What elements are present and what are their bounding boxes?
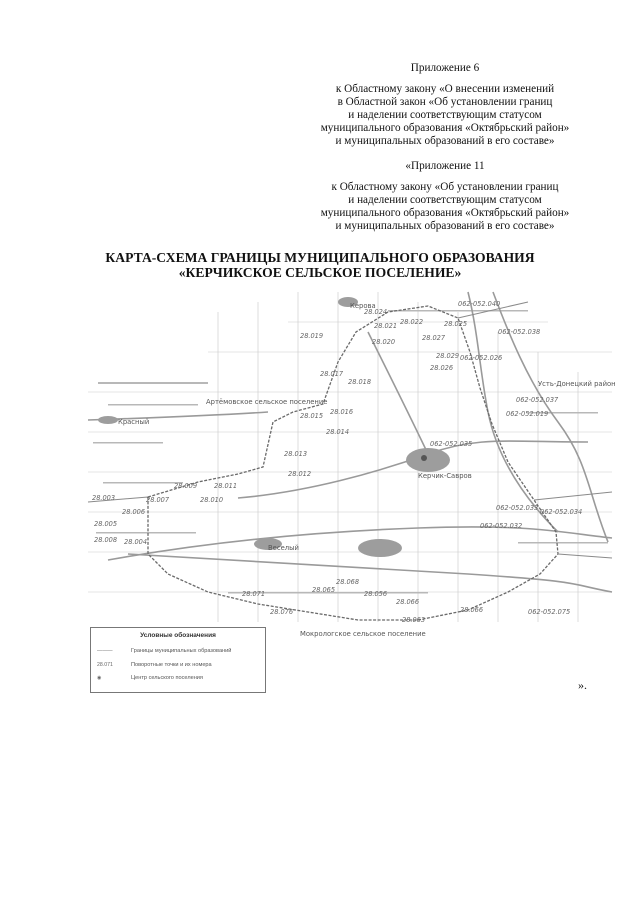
point-label: 28.071 bbox=[242, 590, 266, 598]
point-label: 28.011 bbox=[214, 482, 238, 490]
point-label: 28.026 bbox=[430, 364, 454, 372]
point-label: 28.018 bbox=[348, 378, 372, 386]
appendix-6-line-3: и наделении соответствующим статусом bbox=[348, 109, 542, 121]
map-title-line-1: КАРТА-СХЕМА ГРАНИЦЫ МУНИЦИПАЛЬНОГО ОБРАЗОВАНИЯ bbox=[105, 250, 535, 265]
point-label: 28.029 bbox=[436, 352, 460, 360]
boundary-line-icon: ——— bbox=[97, 648, 113, 654]
appendix-11-line-1: к Областному закону «Об установлении границ bbox=[331, 181, 559, 193]
point-label: 28.066 bbox=[460, 606, 484, 614]
point-label: 28.021 bbox=[374, 322, 398, 330]
point-label: 28.007 bbox=[146, 496, 170, 504]
point-label: 062-052.040 bbox=[458, 300, 501, 308]
point-number-icon: 28.071 bbox=[97, 662, 113, 668]
appendix-6-title: Приложение 6 bbox=[410, 62, 480, 74]
point-label: 28.024 bbox=[364, 308, 388, 316]
point-label: 062-052.034 bbox=[540, 508, 583, 516]
point-label: 062-052.038 bbox=[498, 328, 541, 336]
appendix-11-line-3: муниципального образования «Октябрьский район» bbox=[320, 207, 570, 219]
place-vesely: Веселый bbox=[268, 544, 299, 552]
point-label: 28.013 bbox=[284, 450, 308, 458]
point-label: 28.076 bbox=[270, 608, 294, 616]
point-label: 28.068 bbox=[336, 578, 360, 586]
point-label: 28.014 bbox=[326, 428, 350, 436]
place-kerchik-savrov: Керчик-Савров bbox=[418, 472, 472, 480]
place-ust-donetsk: Усть-Донецкий район bbox=[538, 380, 616, 388]
map-title-line-2: «КЕРЧИКСКОЕ СЕЛЬСКОЕ ПОСЕЛЕНИЕ» bbox=[178, 265, 462, 280]
appendix-6-line-5: и муниципальных образований в его составе» bbox=[335, 135, 555, 147]
closing-quote: ». bbox=[578, 678, 587, 692]
point-label: 28.022 bbox=[400, 318, 424, 326]
point-label: 062-052.032 bbox=[480, 522, 523, 530]
appendix-6-line-2: в Областной закон «Об установлении границ bbox=[337, 96, 553, 108]
place-artemovskoe: Артёмовское сельское поселение bbox=[206, 398, 328, 406]
place-mokrologskoe: Мокрологское сельское поселение bbox=[300, 630, 426, 638]
center-dot-icon: ◉ bbox=[97, 675, 102, 681]
point-label: 28.066 bbox=[396, 598, 420, 606]
settlement-areas bbox=[98, 297, 450, 557]
point-label: 28.019 bbox=[300, 332, 324, 340]
point-label: 28.027 bbox=[422, 334, 446, 342]
point-label: 062-052.075 bbox=[528, 608, 571, 616]
point-label: 28.065 bbox=[312, 586, 336, 594]
legend-label: Центр сельского поселения bbox=[131, 675, 203, 681]
appendix-11-title: «Приложение 11 bbox=[405, 160, 485, 172]
place-kerova: Керова bbox=[350, 302, 376, 310]
legend-row-boundary bbox=[97, 648, 231, 654]
settlement-center-icon bbox=[421, 455, 427, 461]
appendix-6-line-4: муниципального образования «Октябрьский район» bbox=[320, 122, 570, 134]
neighbor-boundaries bbox=[88, 302, 612, 558]
point-label: 062-052.026 bbox=[460, 354, 503, 362]
point-label: 28.005 bbox=[94, 520, 118, 528]
point-label: 28.025 bbox=[444, 320, 468, 328]
point-label: 28.016 bbox=[330, 408, 354, 416]
point-label: 062-052.037 bbox=[516, 396, 559, 404]
legend-row-points bbox=[97, 662, 212, 668]
point-label: 28.003 bbox=[92, 494, 116, 502]
point-label: 28.063 bbox=[402, 616, 426, 624]
point-label: 28.015 bbox=[300, 412, 324, 420]
appendix-11-line-2: и наделении соответствующим статусом bbox=[348, 194, 542, 206]
place-krasny: Красный bbox=[118, 418, 150, 426]
appendix-11-line-4: и муниципальных образований в его составе» bbox=[335, 220, 555, 232]
map-legend bbox=[90, 627, 266, 693]
point-label: 28.017 bbox=[320, 370, 344, 378]
road-network bbox=[88, 292, 612, 592]
point-label: 28.006 bbox=[122, 508, 146, 516]
map-title bbox=[40, 250, 600, 280]
point-label: 28.056 bbox=[364, 590, 388, 598]
point-label: 28.009 bbox=[174, 482, 198, 490]
legend-label: Поворотные точки и их номера bbox=[131, 662, 212, 668]
appendix-6-line-1: к Областному закону «О внесении изменений bbox=[335, 83, 555, 95]
point-label: 28.008 bbox=[94, 536, 118, 544]
legend-title: Условные обозначения bbox=[140, 632, 216, 639]
point-label: 062-052.019 bbox=[506, 410, 549, 418]
point-label: 28.012 bbox=[288, 470, 312, 478]
appendix-11-block bbox=[280, 160, 610, 233]
point-label: 062-052.033 bbox=[496, 504, 539, 512]
legend-row-center bbox=[97, 675, 203, 681]
point-label: 28.010 bbox=[200, 496, 224, 504]
terrain-texture bbox=[93, 310, 608, 594]
appendix-6-block bbox=[280, 62, 610, 148]
point-label: 062-052.035 bbox=[430, 440, 473, 448]
point-label: 28.020 bbox=[372, 338, 396, 346]
point-label: 28.004 bbox=[124, 538, 148, 546]
legend-label: Границы муниципальных образований bbox=[131, 648, 232, 654]
